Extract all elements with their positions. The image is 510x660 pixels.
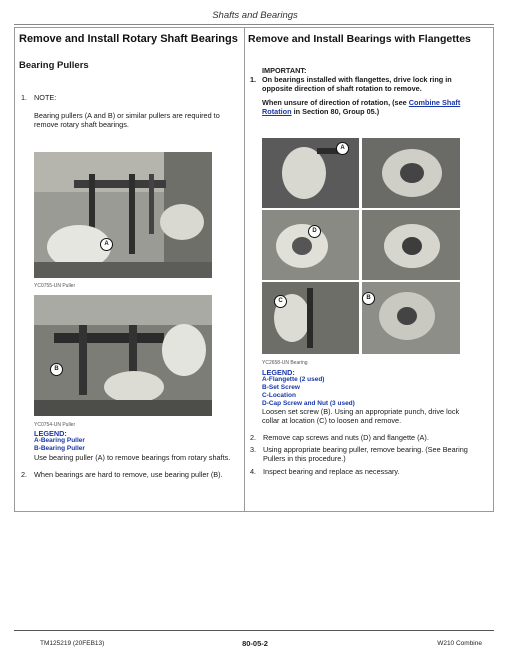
right-heading: Remove and Install Bearings with Flangettes — [248, 33, 471, 45]
right-step2-number: 2. — [250, 433, 257, 442]
rotation-note-pre: When unsure of direction of rotation, (see — [262, 98, 407, 107]
footer-page-number: 80-05-2 — [242, 639, 268, 648]
callout-a: A — [336, 142, 349, 155]
callout-c: C — [274, 295, 287, 308]
header-rule — [14, 24, 494, 25]
left-step2-text: When bearings are hard to remove, use bearing puller (B). — [34, 470, 223, 479]
footer-doc-id: TM125219 (20FEB13) — [40, 640, 105, 647]
combine-shaft-rotation-link[interactable]: Combine Shaft Rotation — [262, 98, 461, 116]
figure1-caption: YC0755-UN Puller — [34, 283, 76, 289]
right-step2-text: Remove cap screws and nuts (D) and flangette (A). — [263, 433, 429, 442]
left-legend-item: A-Bearing Puller — [34, 437, 85, 444]
right-legend-label: LEGEND: — [262, 368, 295, 377]
callout-b: B — [50, 363, 63, 376]
left-legend-label: LEGEND: — [34, 429, 67, 438]
important-label: IMPORTANT: — [262, 66, 307, 75]
callout-a: A — [100, 238, 113, 251]
right-legend-item: D-Cap Screw and Nut (3 used) — [262, 400, 355, 407]
left-step2-number: 2. — [21, 470, 28, 479]
callout-d: D — [308, 225, 321, 238]
callout-b: B — [362, 292, 375, 305]
right-figure-caption: YC2658-UN Bearing — [262, 360, 308, 366]
rotation-note — [262, 98, 474, 116]
figure2-caption: YC0754-UN Puller — [34, 422, 76, 428]
right-after-legend: Loosen set screw (B). Using an appropriate punch, drive lock collar at location (C) to loosen and remove. — [262, 407, 460, 425]
footer-rule — [14, 630, 494, 631]
step1-number: 1. — [21, 93, 28, 102]
flangette-bearing-photo-grid — [262, 138, 460, 354]
left-legend-item: B-Bearing Puller — [34, 445, 85, 452]
left-heading: Remove and Install Rotary Shaft Bearings — [19, 33, 238, 45]
important-text: On bearings installed with flangettes, drive lock ring in opposite direction of shaft rotation to remove. — [262, 75, 452, 93]
right-step4-number: 4. — [250, 467, 257, 476]
right-legend-item: A-Flangette (2 used) — [262, 376, 325, 383]
right-legend-item: C-Location — [262, 392, 296, 399]
column-divider — [244, 27, 245, 512]
rotation-note-post: in Section 80, Group 05.) — [293, 107, 380, 116]
page-header-title: Shafts and Bearings — [212, 10, 298, 21]
bearing-puller-photo-b — [34, 295, 212, 416]
important-number: 1. — [250, 75, 257, 84]
right-step3-text: Using appropriate bearing puller, remove bearing. (See Bearing Pullers in this procedure.) — [263, 445, 468, 463]
right-step3-number: 3. — [250, 445, 257, 454]
right-step4-text: Inspect bearing and replace as necessary. — [263, 467, 400, 476]
footer-product: W210 Combine — [437, 640, 482, 647]
bearing-puller-photo-a — [34, 152, 212, 278]
step1-text: Bearing pullers (A and B) or similar pullers are required to remove rotary shaft bearings. — [34, 111, 220, 129]
step1-note-label: NOTE: — [34, 93, 57, 102]
left-subheading: Bearing Pullers — [19, 60, 89, 71]
right-legend-item: B-Set Screw — [262, 384, 300, 391]
left-after-legend: Use bearing puller (A) to remove bearings from rotary shafts. — [34, 453, 231, 462]
